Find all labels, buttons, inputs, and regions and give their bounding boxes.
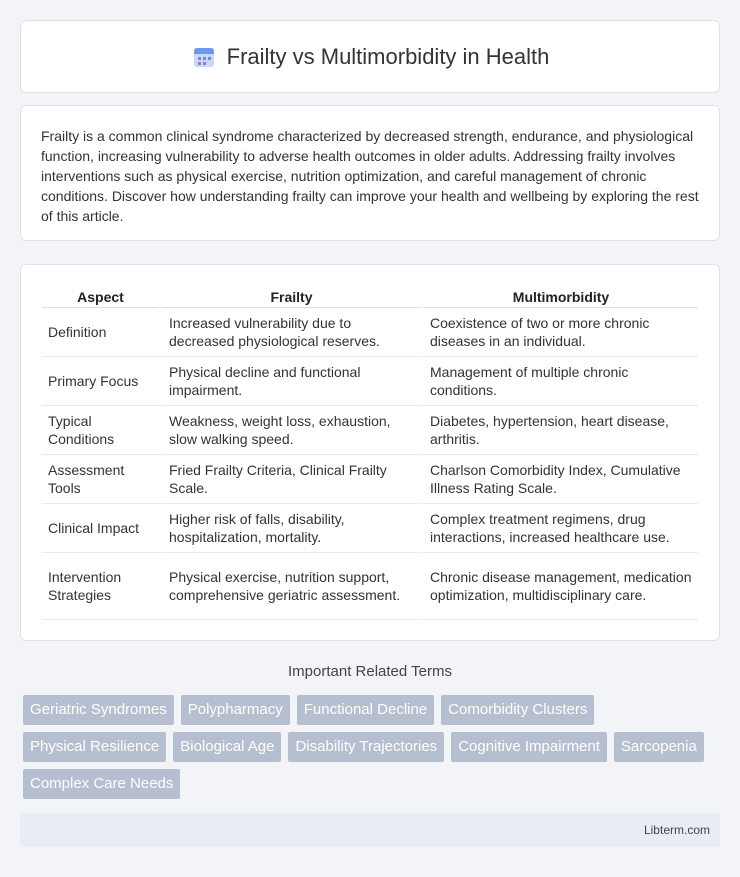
intro-card <box>20 105 720 241</box>
page-title: Frailty vs Multimorbidity in Health <box>226 43 550 69</box>
related-terms-list <box>23 695 723 799</box>
tag-geriatric-syndromes[interactable]: Geriatric Syndromes <box>23 695 174 725</box>
header-frailty: Frailty <box>159 285 420 308</box>
cell-frailty: Higher risk of falls, disability, hospitalization, mortality. <box>159 504 420 553</box>
cell-frailty: Physical decline and functional impairment. <box>159 357 420 406</box>
cell-multimorbidity: Coexistence of two or more chronic diseases in an individual. <box>420 308 698 357</box>
tag-polypharmacy[interactable]: Polypharmacy <box>181 695 290 725</box>
table-row <box>42 504 698 553</box>
tag-cognitive-impairment[interactable]: Cognitive Impairment <box>451 732 607 762</box>
cell-aspect: Definition <box>42 308 159 357</box>
cell-frailty: Fried Frailty Criteria, Clinical Frailty Scale. <box>159 455 420 504</box>
cell-aspect: Intervention Strategies <box>42 553 159 620</box>
cell-frailty: Physical exercise, nutrition support, comprehensive geriatric assessment. <box>159 553 420 620</box>
comparison-table <box>42 285 698 620</box>
cell-aspect: Clinical Impact <box>42 504 159 553</box>
cell-multimorbidity: Charlson Comorbidity Index, Cumulative Illness Rating Scale. <box>420 455 698 504</box>
header-aspect: Aspect <box>42 285 159 308</box>
table-row <box>42 406 698 455</box>
table-row <box>42 357 698 406</box>
cell-multimorbidity: Complex treatment regimens, drug interactions, increased healthcare use. <box>420 504 698 553</box>
comparison-card <box>20 264 720 641</box>
tag-physical-resilience[interactable]: Physical Resilience <box>23 732 166 762</box>
tag-sarcopenia[interactable]: Sarcopenia <box>614 732 704 762</box>
table-row <box>42 553 698 620</box>
tag-complex-care-needs[interactable]: Complex Care Needs <box>23 769 180 799</box>
tag-comorbidity-clusters[interactable]: Comorbidity Clusters <box>441 695 594 725</box>
intro-text: Frailty is a common clinical syndrome characterized by decreased strength, endurance, and physiological function, increasing vulnerability to adverse health outcomes in older adults. Addressing frailty involves interventions such as physical exercise, nutrition optimization, and careful management of chronic conditions. Discover how understanding frailty can improve your health and wellbeing by exploring the rest of this article. <box>41 128 699 224</box>
cell-multimorbidity: Chronic disease management, medication optimization, multidisciplinary care. <box>420 553 698 620</box>
cell-frailty: Increased vulnerability due to decreased physiological reserves. <box>159 308 420 357</box>
cell-aspect: Primary Focus <box>42 357 159 406</box>
tag-functional-decline[interactable]: Functional Decline <box>297 695 434 725</box>
header-multimorbidity: Multimorbidity <box>420 285 698 308</box>
cell-frailty: Weakness, weight loss, exhaustion, slow walking speed. <box>159 406 420 455</box>
footer <box>20 813 720 847</box>
cell-multimorbidity: Management of multiple chronic conditions. <box>420 357 698 406</box>
footer-site-link[interactable]: Libterm.com <box>643 823 710 837</box>
calendar-icon <box>191 44 217 70</box>
table-row <box>42 455 698 504</box>
cell-multimorbidity: Diabetes, hypertension, heart disease, arthritis. <box>420 406 698 455</box>
table-header-row <box>42 285 698 308</box>
tag-biological-age[interactable]: Biological Age <box>173 732 281 762</box>
table-row <box>42 308 698 357</box>
header-card <box>20 20 720 93</box>
related-terms-title: Important Related Terms <box>288 663 452 680</box>
cell-aspect: Typical Conditions <box>42 406 159 455</box>
cell-aspect: Assessment Tools <box>42 455 159 504</box>
tag-disability-trajectories[interactable]: Disability Trajectories <box>288 732 444 762</box>
